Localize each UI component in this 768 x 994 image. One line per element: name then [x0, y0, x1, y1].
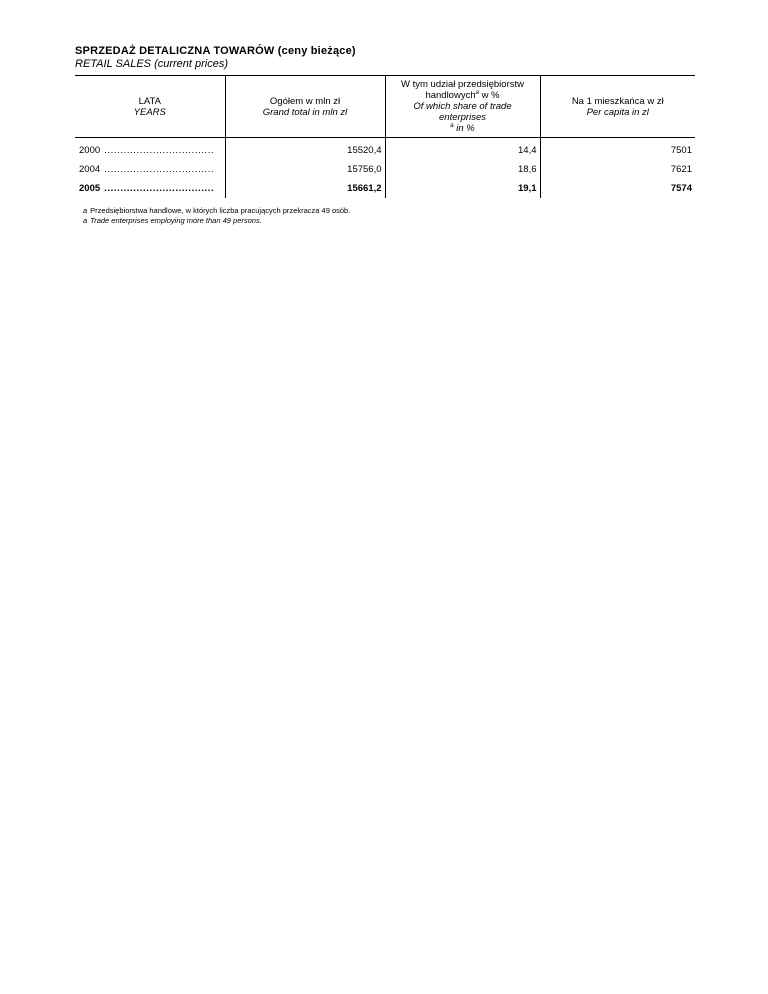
row-per-capita: 7574: [540, 179, 695, 198]
row-year-cell: [75, 179, 225, 198]
header-trade-share-pl: [390, 79, 536, 101]
footnote-mark: a: [83, 216, 88, 225]
header-grand-total-pl: Ogółem w mln zł: [269, 95, 341, 107]
table-row: [75, 138, 695, 161]
header-trade-share-en-unit: in %: [453, 123, 475, 134]
header-years-en: YEARS: [133, 106, 166, 118]
row-year: 2005: [79, 183, 101, 194]
retail-sales-table: [75, 75, 695, 198]
footnote-en-text: Trade enterprises employing more than 49 persons.: [90, 216, 262, 225]
header-grand-total-en: Grand total in mln zl: [262, 106, 348, 118]
header-per-capita-en: Per capita in zl: [586, 106, 649, 118]
row-year-cell: [75, 138, 225, 161]
header-trade-share-en-text: Of which share of trade enterprises: [413, 101, 512, 123]
footnotes: [75, 206, 695, 226]
row-trade-share: 14,4: [385, 138, 540, 161]
row-per-capita: 7501: [540, 138, 695, 161]
table-title: SPRZEDAŻ DETALICZNA TOWARÓW (ceny bieżące): [75, 45, 356, 57]
row-year: 2004: [79, 164, 101, 175]
row-trade-share: 19,1: [385, 179, 540, 198]
footnote-mark: a: [475, 89, 479, 96]
header-years: [75, 76, 225, 138]
footnote-mark: a: [450, 122, 454, 129]
leader-dots: ..................................: [104, 145, 215, 156]
footnote-pl-text: Przedsiębiorstwa handlowe, w których liczba pracujących przekracza 49 osób.: [90, 206, 351, 215]
footnote-en: [83, 216, 695, 226]
row-trade-share: 18,6: [385, 160, 540, 179]
header-trade-share: [385, 76, 540, 138]
row-year-cell: [75, 160, 225, 179]
leader-dots: ..................................: [104, 183, 215, 194]
table-title-english: RETAIL SALES (current prices): [75, 58, 229, 70]
footnote-pl: [83, 206, 695, 216]
header-trade-share-pl-unit: w %: [478, 90, 500, 101]
header-grand-total: [225, 76, 385, 138]
table-row: [75, 160, 695, 179]
row-grand-total: 15756,0: [225, 160, 385, 179]
header-per-capita-pl: Na 1 mieszkańca w zł: [571, 95, 664, 107]
header-trade-share-pl-text: W tym udział przedsiębiorstw handlowych: [400, 79, 524, 101]
leader-dots: ..................................: [104, 164, 215, 175]
header-per-capita: [540, 76, 695, 138]
statistical-table-page: [75, 45, 695, 226]
footnote-mark: a: [83, 206, 88, 215]
table-row: [75, 179, 695, 198]
header-trade-share-en: [390, 101, 536, 134]
table-header-row: [75, 76, 695, 138]
row-grand-total: 15520,4: [225, 138, 385, 161]
row-year: 2000: [79, 145, 101, 156]
row-grand-total: 15661,2: [225, 179, 385, 198]
row-per-capita: 7621: [540, 160, 695, 179]
header-years-pl: LATA: [138, 95, 161, 107]
